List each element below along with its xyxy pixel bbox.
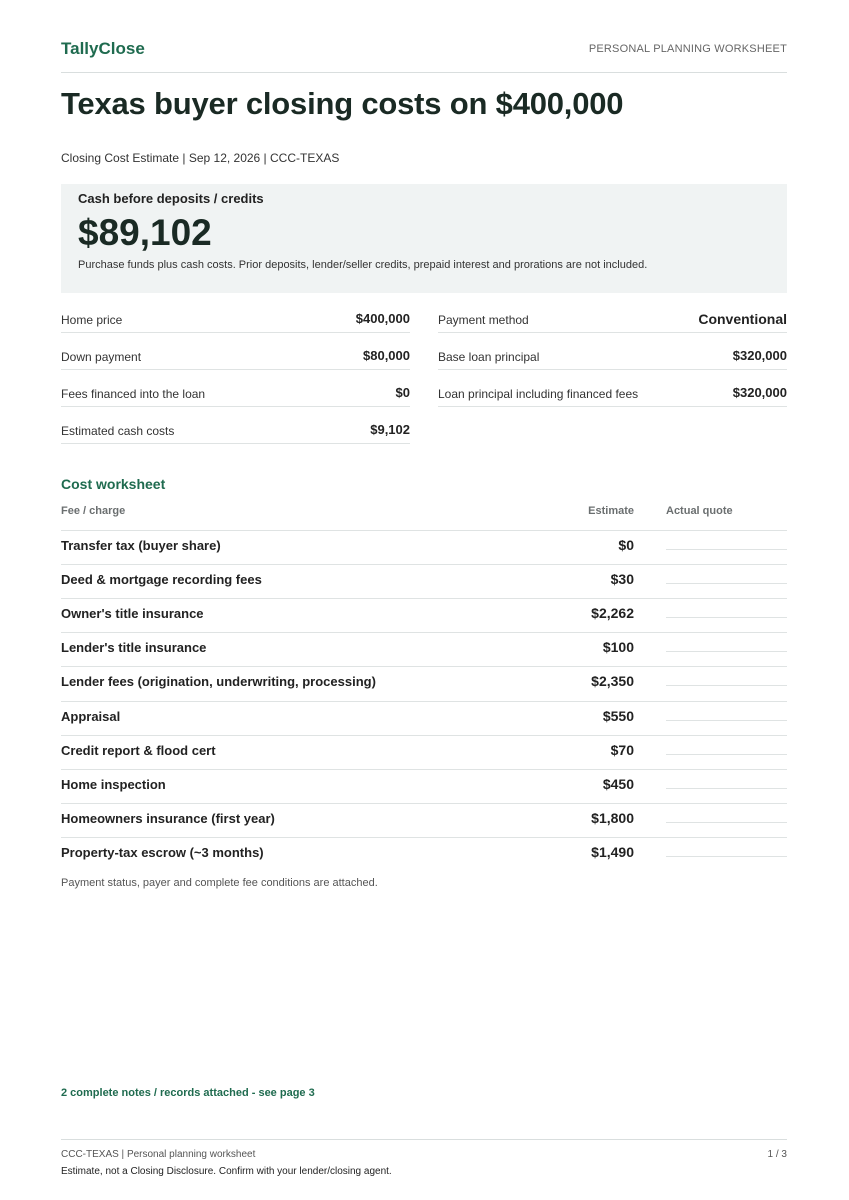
actual-quote-field[interactable] [666,822,787,823]
fee-name: Deed & mortgage recording fees [61,572,262,587]
detail-value: $0 [395,385,410,400]
detail-label: Fees financed into the loan [61,387,206,401]
attachment-note: Payment status, payer and complete fee conditions are attached. [61,877,378,889]
estimate-meta: Closing Cost Estimate | Sep 12, 2026 | CCC-TEXAS [61,151,340,165]
detail-label: Payment method [438,313,529,327]
detail-home-price [61,296,410,333]
column-header-actual: Actual quote [666,505,733,517]
attached-records-link[interactable]: 2 complete notes / records attached - see page 3 [61,1087,315,1099]
fee-name: Transfer tax (buyer share) [61,538,221,553]
cost-worksheet-table [61,498,787,872]
detail-value: $80,000 [363,348,410,363]
page-footer [61,1139,787,1184]
fee-estimate: $2,262 [591,605,634,621]
detail-label: Estimated cash costs [61,424,175,438]
column-header-estimate: Estimate [588,505,634,517]
fee-name: Appraisal [61,709,121,724]
cash-summary-label: Cash before deposits / credits [78,191,264,206]
table-header [61,498,787,531]
loan-details-left [61,296,410,444]
brand-logo: TallyClose [61,39,145,58]
detail-label: Home price [61,313,123,327]
fee-name: Home inspection [61,777,166,792]
detail-value: $9,102 [370,422,410,437]
column-header-fee: Fee / charge [61,505,126,517]
actual-quote-field[interactable] [666,617,787,618]
detail-value: Conventional [698,311,787,327]
fee-name: Lender's title insurance [61,640,207,655]
fee-estimate: $550 [602,708,634,724]
detail-value: $320,000 [732,385,787,400]
cash-summary-amount: $89,102 [78,212,212,253]
actual-quote-field[interactable] [666,754,787,755]
fee-name: Lender fees (origination, underwriting, processing) [61,674,376,689]
fee-name: Property-tax escrow (~3 months) [61,845,264,860]
loan-details-right [438,296,787,407]
detail-label: Loan principal including financed fees [438,387,639,401]
detail-label: Base loan principal [438,350,540,364]
fee-name: Homeowners insurance (first year) [61,811,275,826]
page-header [61,38,787,73]
cost-worksheet-title: Cost worksheet [61,476,166,492]
fee-estimate: $1,800 [591,810,634,826]
detail-value: $320,000 [732,348,787,363]
actual-quote-field[interactable] [666,549,787,550]
detail-label: Down payment [61,350,142,364]
table-row [61,770,787,804]
table-row [61,702,787,736]
document-kind: PERSONAL PLANNING WORKSHEET [588,43,787,55]
detail-base-principal [438,333,787,370]
detail-principal-with-fees [438,370,787,407]
actual-quote-field[interactable] [666,788,787,789]
detail-fees-financed [61,370,410,407]
footer-doc-id: CCC-TEXAS | Personal planning worksheet [61,1149,256,1160]
fee-name: Owner's title insurance [61,606,204,621]
table-row [61,804,787,838]
page-title: Texas buyer closing costs on $400,000 [61,86,624,121]
actual-quote-field[interactable] [666,856,787,857]
cash-summary-panel [61,184,787,293]
table-row [61,599,787,633]
detail-cash-costs [61,407,410,444]
actual-quote-field[interactable] [666,720,787,721]
detail-value: $400,000 [355,311,410,326]
table-row [61,531,787,565]
actual-quote-field[interactable] [666,651,787,652]
fee-estimate: $70 [610,742,634,758]
table-row [61,838,787,872]
footer-disclaimer: Estimate, not a Closing Disclosure. Confirm with your lender/closing agent. [61,1166,392,1177]
actual-quote-field[interactable] [666,583,787,584]
table-row [61,736,787,770]
fee-estimate: $450 [602,776,634,792]
fee-estimate: $100 [602,639,634,655]
table-row [61,565,787,599]
fee-name: Credit report & flood cert [61,743,216,758]
fee-estimate: $1,490 [591,844,634,860]
table-row [61,667,787,702]
actual-quote-field[interactable] [666,685,787,686]
detail-payment-method [438,296,787,333]
cash-summary-note: Purchase funds plus cash costs. Prior deposits, lender/seller credits, prepaid interest and prorations are not included. [78,259,648,271]
fee-estimate: $30 [610,571,634,587]
detail-down-payment [61,333,410,370]
fee-estimate: $2,350 [591,673,634,689]
fee-estimate: $0 [618,537,634,553]
table-row [61,633,787,667]
page-number: 1 / 3 [767,1149,787,1160]
worksheet-page [61,0,787,1200]
